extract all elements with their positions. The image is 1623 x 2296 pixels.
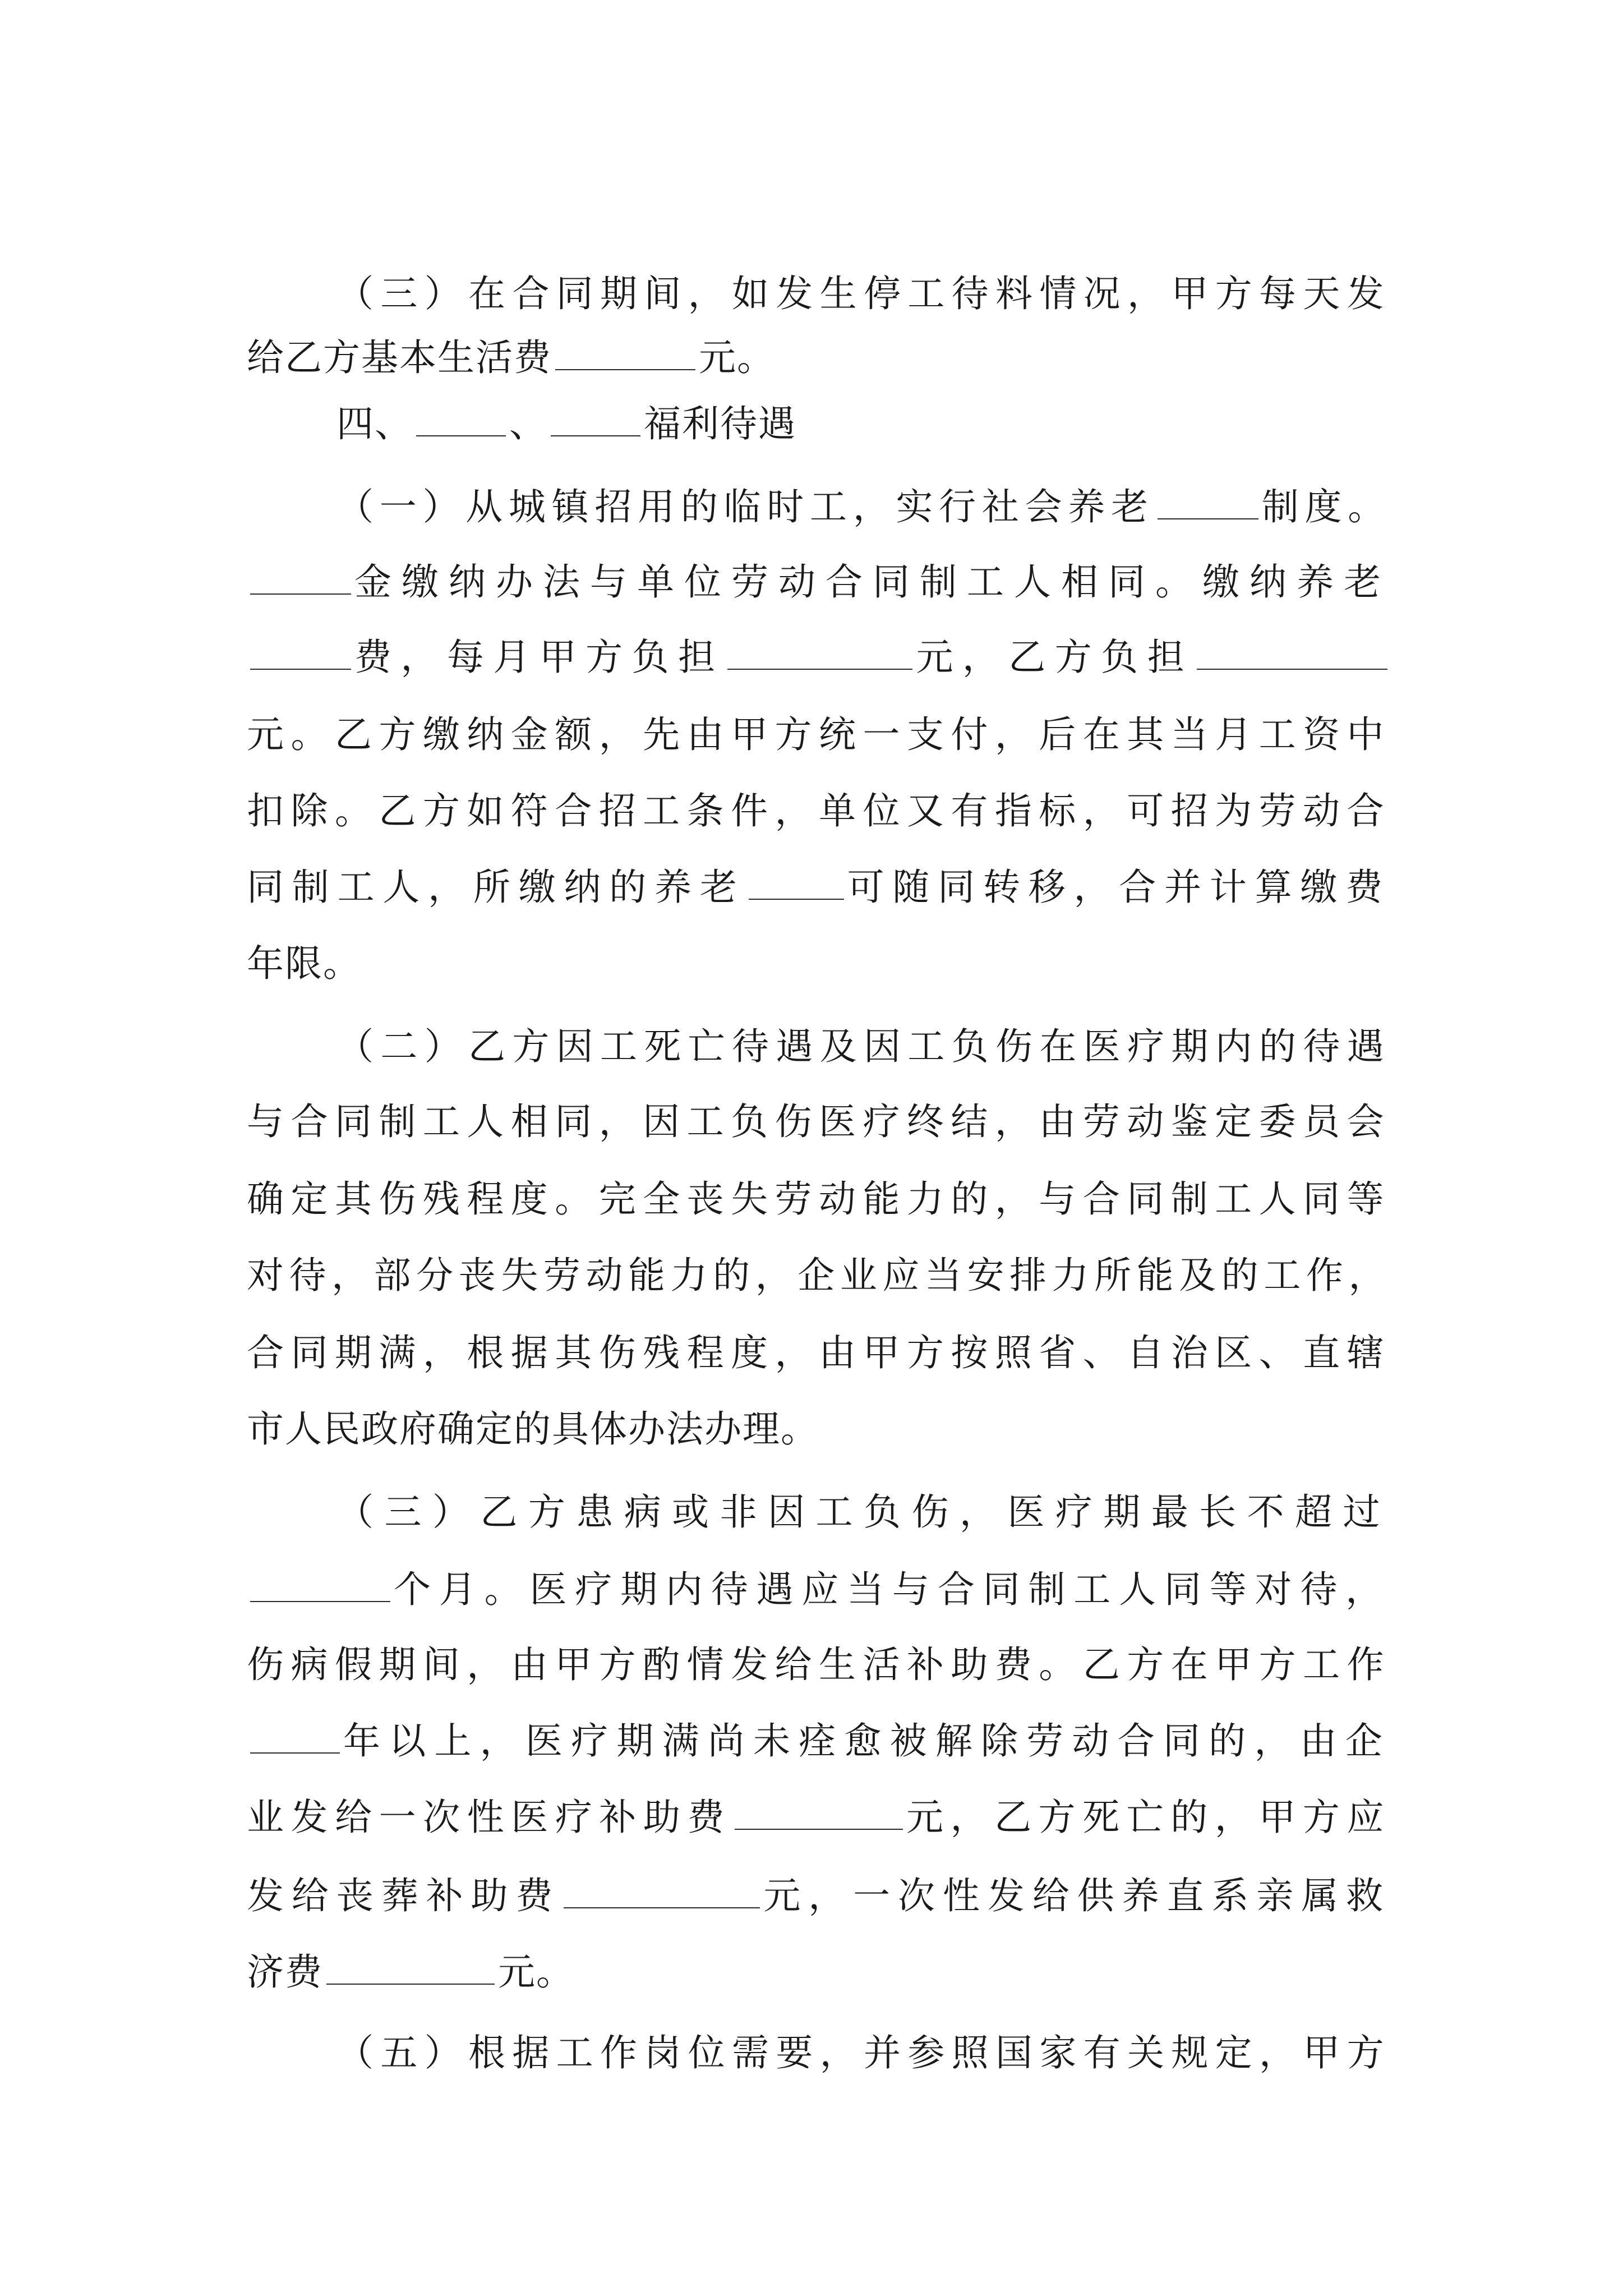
fill-in-blank xyxy=(1197,633,1387,670)
text-line xyxy=(247,552,1391,605)
text-line xyxy=(247,705,1391,758)
text-segment: 元，一次性发给供养直系亲属救 xyxy=(763,1874,1391,1917)
text-segment: 费，每月甲方负担 xyxy=(354,636,725,679)
text-line xyxy=(247,1635,1391,1688)
fill-in-blank xyxy=(564,1872,760,1908)
text-line xyxy=(247,1942,574,1995)
text-segment: 个月。医疗期内待遇应当与合同制工人同等对待， xyxy=(394,1568,1391,1611)
text-line xyxy=(247,1787,1391,1841)
text-segment: 济费 xyxy=(247,1950,323,1994)
fill-in-blank xyxy=(250,1717,340,1754)
text-line xyxy=(247,933,361,987)
text-segment: 合同期满，根据其伤残程度，由甲方按照省、自治区、直辖 xyxy=(247,1331,1391,1374)
text-segment: 元，乙方负担 xyxy=(916,636,1194,679)
text-segment: 与合同制工人相同，因工负伤医疗终结，由劳动鉴定委员会 xyxy=(247,1100,1391,1143)
fill-in-blank xyxy=(735,1793,903,1830)
text-segment: 可随同转移，合并计算缴费 xyxy=(847,866,1391,909)
text-line xyxy=(336,2023,1391,2076)
text-segment: 年限。 xyxy=(247,942,361,985)
text-segment: 对待，部分丧失劳动能力的，企业应当安排力所能及的工作， xyxy=(247,1254,1391,1297)
text-segment: 业发给一次性医疗补助费 xyxy=(247,1796,731,1839)
text-segment: （三）在合同期间，如发生停工待料情况，甲方每天发 xyxy=(336,272,1391,315)
fill-in-blank xyxy=(250,558,351,595)
text-line xyxy=(247,328,775,381)
text-segment: 发给丧葬补助费 xyxy=(247,1874,561,1917)
text-segment: 、 xyxy=(509,402,547,445)
fill-in-blank xyxy=(727,633,912,670)
fill-in-blank xyxy=(555,334,695,370)
text-segment: 元。 xyxy=(699,336,775,379)
fill-in-blank xyxy=(551,400,640,436)
text-line xyxy=(247,1399,819,1452)
text-line xyxy=(247,1559,1391,1613)
fill-in-blank xyxy=(250,633,351,670)
text-segment: 元。 xyxy=(498,1950,574,1994)
text-line xyxy=(336,394,796,447)
text-segment: （五）根据工作岗位需要，并参照国家有关规定，甲方 xyxy=(336,2031,1391,2074)
text-segment: （一）从城镇招用的临时工，实行社会养老 xyxy=(336,485,1154,528)
fill-in-blank xyxy=(749,863,844,900)
text-segment: 元。乙方缴纳金额，先由甲方统一支付，后在其当月工资中 xyxy=(247,713,1391,756)
text-line xyxy=(336,1482,1391,1535)
text-line xyxy=(336,477,1391,530)
text-line xyxy=(247,1711,1391,1764)
text-segment: 市人民政府确定的具体办法办理。 xyxy=(247,1407,819,1451)
text-segment: 元，乙方死亡的，甲方应 xyxy=(906,1796,1391,1839)
text-line xyxy=(247,1169,1391,1222)
text-line xyxy=(336,1016,1391,1070)
text-segment: 扣除。乙方如符合招工条件，单位又有指标，可招为劳动合 xyxy=(247,789,1391,832)
text-line xyxy=(247,1866,1391,1919)
text-line xyxy=(247,1092,1391,1145)
fill-in-blank xyxy=(1158,483,1258,519)
text-segment: （三）乙方患病或非因工负伤，医疗期最长不超过 xyxy=(336,1490,1391,1534)
text-line xyxy=(247,627,1391,680)
text-segment: 给乙方基本生活费 xyxy=(247,336,552,379)
fill-in-blank xyxy=(326,1948,495,1985)
text-line xyxy=(247,1245,1391,1299)
text-line xyxy=(247,781,1391,834)
fill-in-blank xyxy=(250,1566,390,1602)
text-segment: 福利待遇 xyxy=(644,402,796,445)
text-line xyxy=(247,857,1391,910)
text-line xyxy=(247,1323,1391,1376)
text-segment: 确定其伤残程度。完全丧失劳动能力的，与合同制工人同等 xyxy=(247,1177,1391,1221)
text-line xyxy=(336,264,1391,317)
text-segment: 同制工人，所缴纳的养老 xyxy=(247,866,745,909)
text-segment: （二）乙方因工死亡待遇及因工负伤在医疗期内的待遇 xyxy=(336,1025,1391,1068)
fill-in-blank xyxy=(416,400,506,436)
text-segment: 四、 xyxy=(336,402,413,445)
text-segment: 制度。 xyxy=(1261,485,1391,528)
text-segment: 伤病假期间，由甲方酌情发给生活补助费。乙方在甲方工作 xyxy=(247,1643,1391,1686)
text-segment: 金缴纳办法与单位劳动合同制工人相同。缴纳养老 xyxy=(354,560,1391,604)
text-segment: 年以上，医疗期满尚未痊愈被解除劳动合同的，由企 xyxy=(343,1719,1391,1763)
